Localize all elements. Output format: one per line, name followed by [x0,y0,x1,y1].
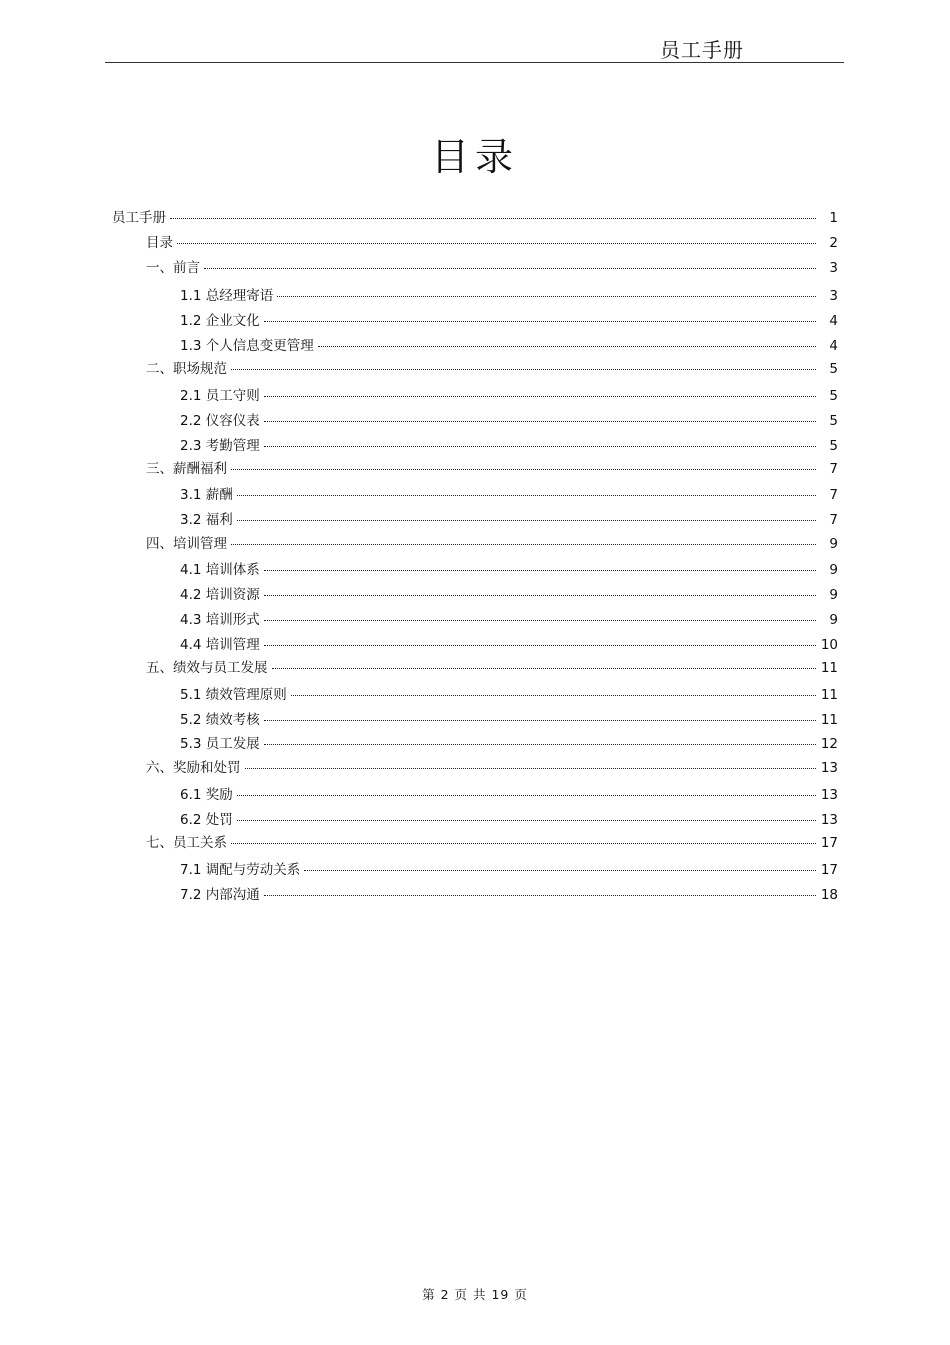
toc-entry-label: 1.2 企业文化 [180,313,260,329]
toc-page-number: 9 [829,587,838,603]
toc-row[interactable] [180,334,838,354]
toc-entry-label: 3.2 福利 [180,512,233,528]
toc-leader-dots [264,645,816,646]
toc-page-number: 2 [829,235,838,251]
toc-entry-label: 7.1 调配与劳动关系 [180,862,301,878]
toc-row[interactable] [180,409,838,429]
toc-page-number: 9 [829,562,838,578]
toc-row[interactable] [180,483,838,503]
toc-leader-dots [177,243,816,244]
toc-page-number: 7 [829,461,838,477]
toc-entry-label: 1.1 总经理寄语 [180,288,274,304]
toc-leader-dots [264,396,816,397]
toc-entry-label: 4.2 培训资源 [180,587,260,603]
toc-row[interactable] [180,708,838,728]
toc-page-number: 3 [829,288,838,304]
toc-page-number: 17 [820,835,838,851]
toc-entry-label: 六、奖励和处罚 [146,760,241,776]
toc-entry-label: 4.3 培训形式 [180,612,260,628]
toc-row[interactable] [180,858,838,878]
toc-page-number: 5 [829,413,838,429]
toc-entry-label: 二、职场规范 [146,361,227,377]
toc-row[interactable] [146,756,838,776]
toc-row[interactable] [180,608,838,628]
toc-entry-label: 员工手册 [112,210,166,226]
toc-entry-label: 1.3 个人信息变更管理 [180,338,314,354]
toc-row[interactable] [180,508,838,528]
toc-leader-dots [237,520,816,521]
toc-row[interactable] [180,883,838,903]
page-footer: 第 2 页 共 19 页 [422,1287,528,1302]
toc-row[interactable] [180,808,838,828]
toc-row[interactable] [146,256,838,276]
toc-leader-dots [264,446,816,447]
toc-page-number: 7 [829,487,838,503]
toc-row[interactable] [180,384,838,404]
toc-page-number: 5 [829,361,838,377]
toc-entry-label: 4.4 培训管理 [180,637,260,653]
toc-row[interactable] [180,583,838,603]
toc-entry-label: 2.2 仪容仪表 [180,413,260,429]
toc-leader-dots [264,744,816,745]
toc-leader-dots [264,620,816,621]
toc-row[interactable] [146,656,838,676]
toc-page-number: 18 [820,887,838,903]
toc-entry-label: 七、员工关系 [146,835,227,851]
toc-leader-dots [237,820,816,821]
toc-leader-dots [170,218,816,219]
toc-entry-label: 6.2 处罚 [180,812,233,828]
toc-page-number: 13 [820,812,838,828]
toc-page-number: 4 [829,313,838,329]
toc-page-number: 9 [829,536,838,552]
toc-page-number: 17 [820,862,838,878]
toc-row[interactable] [180,284,838,304]
toc-row[interactable] [146,831,838,851]
toc-leader-dots [318,346,816,347]
toc-page-number: 5 [829,388,838,404]
toc-entry-label: 5.2 绩效考核 [180,712,260,728]
toc-entry-label: 5.1 绩效管理原则 [180,687,287,703]
toc-page-number: 1 [829,210,838,226]
toc-row[interactable] [146,457,838,477]
toc-leader-dots [231,369,816,370]
toc-entry-label: 一、前言 [146,260,200,276]
toc-row[interactable] [146,357,838,377]
header-rule [105,62,844,63]
toc-leader-dots [264,321,816,322]
running-header-title: 员工手册 [660,38,744,62]
toc-page-number: 7 [829,512,838,528]
toc-leader-dots [204,268,816,269]
toc-leader-dots [304,870,816,871]
toc-entry-label: 五、绩效与员工发展 [146,660,268,676]
toc-page-number: 3 [829,260,838,276]
toc-entry-label: 2.1 员工守则 [180,388,260,404]
toc-row[interactable] [180,683,838,703]
toc-leader-dots [245,768,817,769]
toc-entry-label: 四、培训管理 [146,536,227,552]
toc-page-number: 13 [820,760,838,776]
toc-entry-label: 2.3 考勤管理 [180,438,260,454]
toc-entry-label: 目录 [146,235,173,251]
toc-entry-label: 7.2 内部沟通 [180,887,260,903]
toc-page-number: 11 [820,660,838,676]
toc-page-number: 11 [820,712,838,728]
toc-page-number: 9 [829,612,838,628]
toc-row[interactable] [180,558,838,578]
toc-row[interactable] [146,532,838,552]
toc-page-number: 4 [829,338,838,354]
toc-leader-dots [264,720,816,721]
toc-page-number: 11 [820,687,838,703]
toc-row[interactable] [180,434,838,454]
toc-row[interactable] [180,783,838,803]
toc-row[interactable] [180,309,838,329]
toc-page-number: 10 [820,637,838,653]
toc-entry-label: 三、薪酬福利 [146,461,227,477]
toc-page-number: 13 [820,787,838,803]
toc-entry-label: 3.1 薪酬 [180,487,233,503]
toc-leader-dots [264,570,816,571]
toc-leader-dots [291,695,816,696]
toc-leader-dots [231,843,816,844]
toc-leader-dots [264,421,816,422]
toc-leader-dots [237,495,816,496]
toc-row[interactable] [146,231,838,251]
toc-entry-label: 5.3 员工发展 [180,736,260,752]
toc-page-number: 5 [829,438,838,454]
toc-leader-dots [277,296,816,297]
toc-row[interactable] [180,633,838,653]
toc-leader-dots [272,668,817,669]
toc-leader-dots [231,544,816,545]
toc-row[interactable] [112,206,838,226]
page-title: 目录 [430,135,519,179]
toc-leader-dots [264,895,816,896]
toc-row[interactable] [180,732,838,752]
toc-leader-dots [264,595,816,596]
toc-page-number: 12 [820,736,838,752]
toc-entry-label: 6.1 奖励 [180,787,233,803]
toc-leader-dots [237,795,816,796]
toc-leader-dots [231,469,816,470]
toc-entry-label: 4.1 培训体系 [180,562,260,578]
